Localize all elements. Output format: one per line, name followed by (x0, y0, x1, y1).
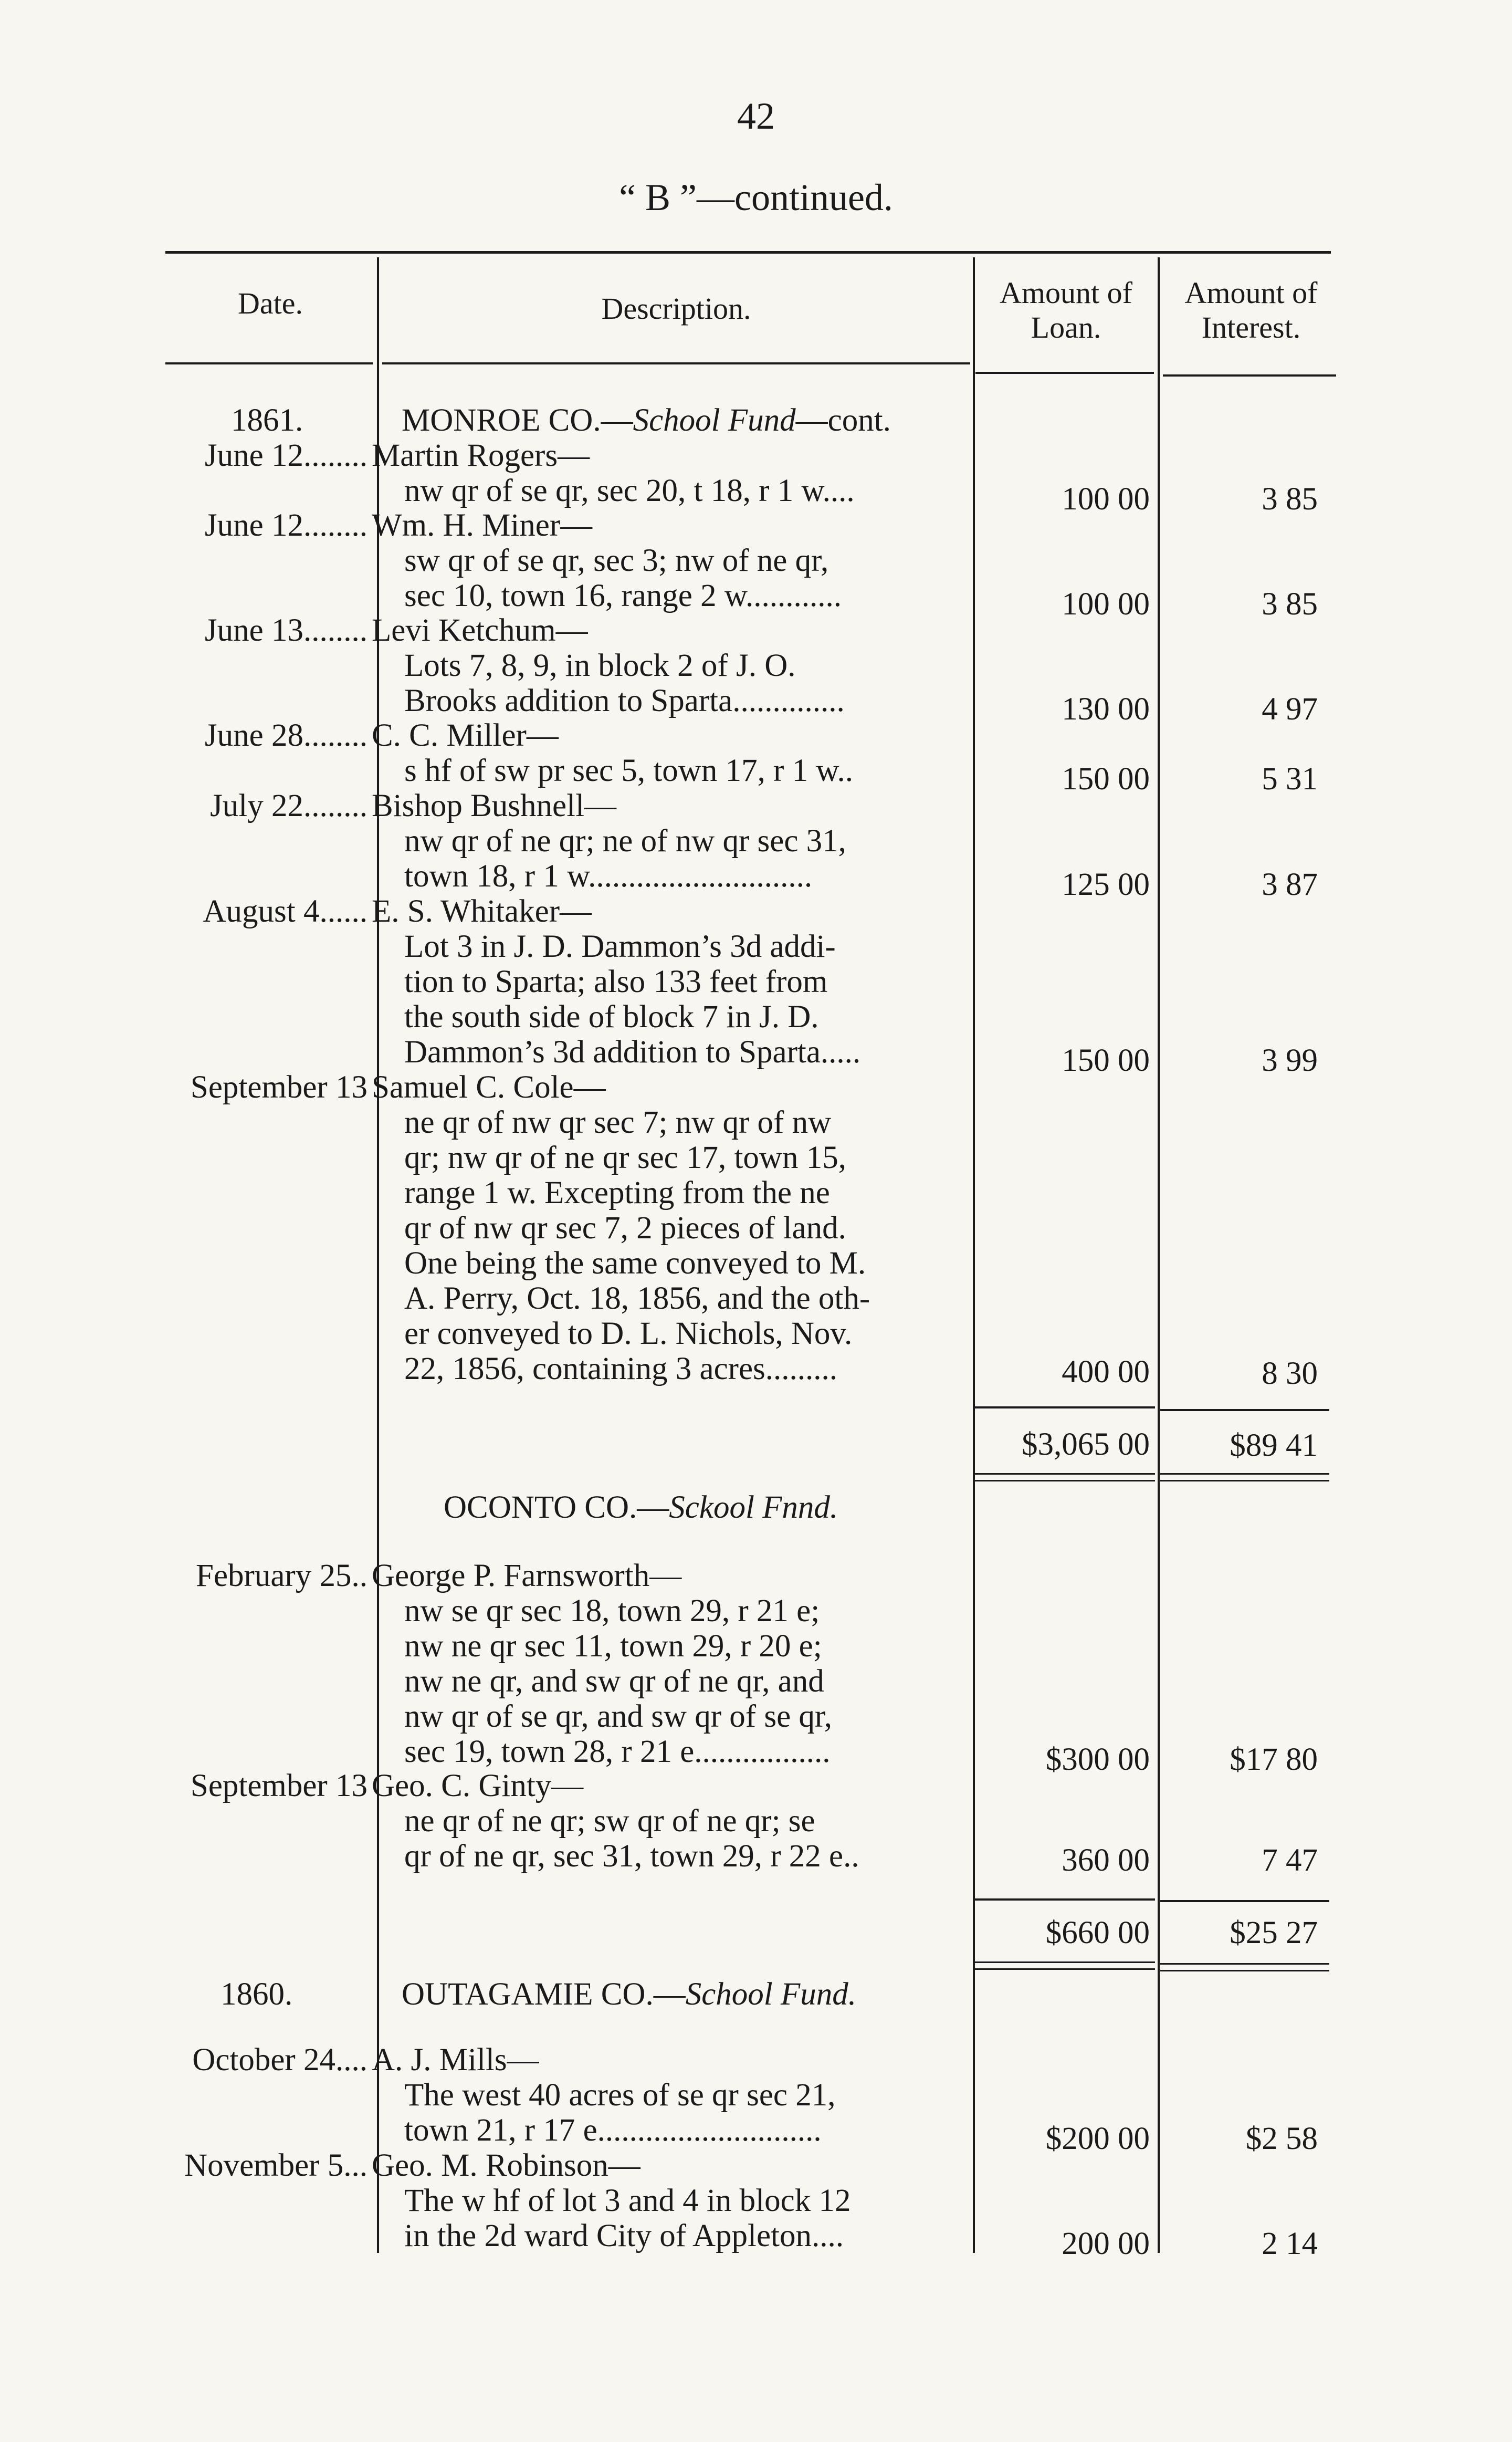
total-rule-loan-a (974, 1961, 1155, 1963)
section-year: 1860. (220, 1977, 293, 2012)
total-interest: $25 27 (1230, 1915, 1318, 1950)
entry-interest: 3 99 (1262, 1043, 1318, 1078)
entry-loan: $200 00 (1045, 2121, 1150, 2156)
entry-name: George P. Farnsworth— (372, 1558, 682, 1593)
entry-date: October 24.... (192, 2042, 368, 2078)
entry-name: Samuel C. Cole— (372, 1070, 606, 1105)
header-rule-interest (1163, 374, 1336, 377)
entry-line: nw se qr sec 18, town 29, r 21 e; (404, 1593, 820, 1629)
entry-line: er conveyed to D. L. Nichols, Nov. (404, 1316, 853, 1351)
subtotal-rule-loan (974, 1406, 1155, 1408)
total-rule-interest-a (1160, 1473, 1329, 1475)
entry-interest: 3 85 (1262, 587, 1318, 622)
entry-date: June 12........ (204, 508, 368, 543)
total-rule-interest-b (1160, 1970, 1329, 1971)
entry-date: June 28........ (204, 718, 368, 753)
header-rule-description (382, 362, 970, 364)
total-interest: $89 41 (1230, 1428, 1318, 1463)
entry-line: qr of nw qr sec 7, 2 pieces of land. (404, 1210, 846, 1246)
entry-line: town 21, r 17 e............................ (404, 2113, 822, 2148)
entry-interest: $17 80 (1230, 1742, 1318, 1777)
entry-line: sec 10, town 16, range 2 w............ (404, 578, 842, 613)
entry-name: Levi Ketchum— (372, 613, 588, 648)
entry-date: November 5... (184, 2148, 368, 2183)
entry-line: Lots 7, 8, 9, in block 2 of J. O. (404, 648, 796, 683)
column-header-date: Date. (238, 286, 303, 320)
top-rule (165, 251, 1331, 254)
entry-line: Lot 3 in J. D. Dammon’s 3d addi- (404, 929, 836, 964)
total-loan: $3,065 00 (1022, 1427, 1150, 1462)
entry-loan: 400 00 (1062, 1354, 1150, 1390)
entry-line: in the 2d ward City of Appleton.... (404, 2218, 844, 2253)
entry-line: s hf of sw pr sec 5, town 17, r 1 w.. (404, 753, 854, 788)
entry-line: A. Perry, Oct. 18, 1856, and the oth- (404, 1281, 870, 1316)
total-loan: $660 00 (1045, 1915, 1150, 1950)
entry-name: Martin Rogers— (372, 438, 590, 473)
entry-line: 22, 1856, containing 3 acres......... (404, 1351, 838, 1386)
entry-date: September 13 (190, 1070, 368, 1105)
entry-line: tion to Sparta; also 133 feet from (404, 964, 828, 999)
entry-interest: $2 58 (1245, 2121, 1318, 2156)
entry-name: E. S. Whitaker— (372, 894, 592, 929)
entry-line: Dammon’s 3d addition to Sparta..... (404, 1035, 861, 1070)
fund-name: School Fund (633, 403, 796, 438)
entry-interest: 5 31 (1262, 761, 1318, 797)
column-rule-loan (1158, 257, 1160, 2253)
entry-loan: 150 00 (1062, 761, 1150, 797)
entry-date: February 25.. (196, 1558, 368, 1593)
entry-interest: 3 85 (1262, 482, 1318, 517)
subtotal-rule-interest (1160, 1900, 1329, 1902)
entry-line: range 1 w. Excepting from the ne (404, 1175, 830, 1210)
column-header-loan (975, 276, 1157, 345)
section-county-heading: OCONTO CO.—Sckool Fnnd. (444, 1490, 838, 1525)
subtotal-rule-interest (1160, 1409, 1329, 1411)
entry-name: C. C. Miller— (372, 718, 559, 753)
column-rule-description (973, 257, 975, 2253)
entry-date: June 13........ (204, 613, 368, 648)
column-header-interest (1162, 276, 1340, 345)
column-header-description: Description. (601, 291, 751, 326)
column-header-loan-line2: Loan. (1031, 310, 1101, 345)
entry-loan: 360 00 (1062, 1843, 1150, 1878)
county-name: MONROE CO. (402, 403, 601, 438)
entry-interest: 3 87 (1262, 867, 1318, 902)
entry-line: the south side of block 7 in J. D. (404, 999, 819, 1035)
entry-line: ne qr of ne qr; sw qr of ne qr; se (404, 1803, 815, 1839)
entry-line: ne qr of nw qr sec 7; nw qr of nw (404, 1105, 832, 1140)
entry-line: sw qr of se qr, sec 3; nw of ne qr, (404, 543, 829, 578)
entry-loan: 200 00 (1062, 2226, 1150, 2261)
entry-loan: $300 00 (1045, 1742, 1150, 1777)
entry-line: The w hf of lot 3 and 4 in block 12 (404, 2183, 851, 2218)
section-county-heading: MONROE CO.—School Fund—cont. (402, 403, 891, 438)
entry-loan: 150 00 (1062, 1043, 1150, 1078)
entry-loan: 130 00 (1062, 692, 1150, 727)
entry-line: nw ne qr, and sw qr of ne qr, and (404, 1664, 824, 1699)
total-rule-interest-a (1160, 1963, 1329, 1965)
column-header-loan-line1: Amount of (1000, 276, 1132, 310)
entry-line: nw qr of ne qr; ne of nw qr sec 31, (404, 823, 846, 859)
total-rule-loan-a (974, 1473, 1155, 1475)
total-rule-loan-b (974, 1480, 1155, 1481)
entry-name: A. J. Mills— (372, 2042, 539, 2078)
subtotal-rule-loan (974, 1898, 1155, 1901)
column-header-interest-line2: Interest. (1201, 310, 1301, 345)
entry-line: qr of ne qr, sec 31, town 29, r 22 e.. (404, 1839, 859, 1874)
entry-line: qr; nw qr of ne qr sec 17, town 15, (404, 1140, 846, 1175)
entry-line: nw qr of se qr, and sw qr of se qr, (404, 1699, 833, 1734)
county-name: OUTAGAMIE CO. (402, 1977, 654, 2012)
entry-line: Brooks addition to Sparta.............. (404, 683, 845, 718)
entry-name: Geo. C. Ginty— (372, 1768, 584, 1803)
page-number: 42 (737, 95, 775, 137)
entry-loan: 100 00 (1062, 587, 1150, 622)
entry-line: nw ne qr sec 11, town 29, r 20 e; (404, 1629, 822, 1664)
page-heading: “ B ”—continued. (619, 176, 893, 218)
entry-interest: 2 14 (1262, 2226, 1318, 2261)
entry-date: June 12........ (204, 438, 368, 473)
county-name: OCONTO CO. (444, 1490, 637, 1525)
entry-date: September 13 (190, 1768, 368, 1803)
entry-loan: 100 00 (1062, 482, 1150, 517)
fund-name: Sckool Fnnd. (669, 1490, 838, 1525)
section-year: 1861. (231, 403, 303, 438)
total-rule-loan-b (974, 1968, 1155, 1970)
entry-line: One being the same conveyed to M. (404, 1246, 866, 1281)
entry-interest: 8 30 (1262, 1356, 1318, 1391)
entry-loan: 125 00 (1062, 867, 1150, 902)
column-rule-date (377, 257, 379, 2253)
column-header-interest-line1: Amount of (1184, 276, 1318, 310)
entry-name: Wm. H. Miner— (372, 508, 593, 543)
fund-suffix: —cont. (795, 403, 891, 438)
entry-line: town 18, r 1 w............................ (404, 859, 813, 894)
entry-date: July 22........ (210, 788, 368, 823)
section-county-heading: OUTAGAMIE CO.—School Fund. (402, 1977, 856, 2012)
entry-line: The west 40 acres of se qr sec 21, (404, 2078, 836, 2113)
entry-line: nw qr of se qr, sec 20, t 18, r 1 w.... (404, 473, 855, 508)
entry-name: Bishop Bushnell— (372, 788, 617, 823)
total-rule-interest-b (1160, 1480, 1329, 1481)
fund-name: School Fund. (685, 1977, 856, 2012)
header-rule-loan (975, 372, 1154, 374)
entry-line: sec 19, town 28, r 21 e................. (404, 1734, 831, 1769)
entry-interest: 4 97 (1262, 692, 1318, 727)
entry-date: August 4...... (203, 894, 368, 929)
entry-interest: 7 47 (1262, 1843, 1318, 1878)
header-rule-date (165, 362, 373, 364)
entry-name: Geo. M. Robinson— (372, 2148, 640, 2183)
